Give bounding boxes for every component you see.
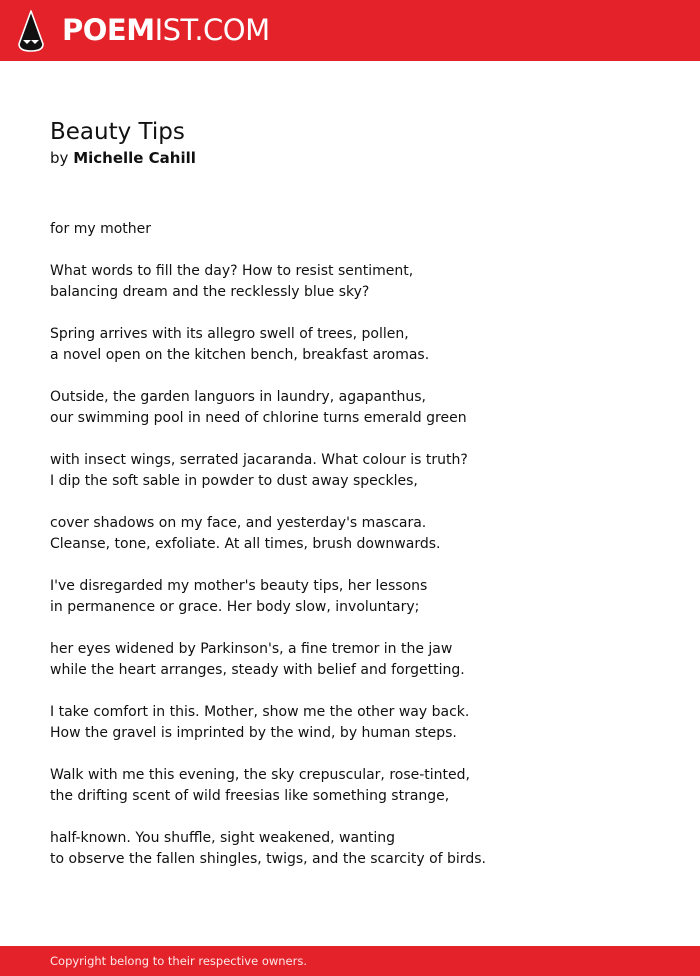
poem-line: Spring arrives with its allegro swell of trees, pollen, [50, 326, 409, 342]
poem-line: to observe the fallen shingles, twigs, and the scarcity of birds. [50, 851, 486, 867]
poem-line: with insect wings, serrated jacaranda. What colour is truth? [50, 452, 468, 468]
site-header [0, 0, 700, 61]
poem-dedication: for my mother [50, 221, 152, 237]
poem-line: What words to fill the day? How to resist sentiment, [50, 263, 414, 279]
stanza [50, 261, 670, 303]
poem-line: a novel open on the kitchen bench, breakfast aromas. [50, 347, 430, 363]
logo-light-text: IST.COM [154, 13, 270, 47]
stanza [50, 765, 670, 807]
site-logo-text [62, 12, 270, 48]
site-footer [0, 946, 700, 976]
poem-line: Walk with me this evening, the sky crepuscular, rose-tinted, [50, 767, 470, 783]
poem-title: Beauty Tips [50, 119, 185, 145]
poem-body [50, 219, 670, 870]
stanza [50, 639, 670, 681]
poem-line: Outside, the garden languors in laundry, agapanthus, [50, 389, 426, 405]
poem-line: half-known. You shuffle, sight weakened, wanting [50, 830, 396, 846]
poem-line: the drifting scent of wild freesias like something strange, [50, 788, 450, 804]
poem-byline [50, 148, 196, 169]
poem-line: I dip the soft sable in powder to dust away speckles, [50, 473, 418, 489]
poem-line: cover shadows on my face, and yesterday's mascara. [50, 515, 427, 531]
poem-line: while the heart arranges, steady with belief and forgetting. [50, 662, 465, 678]
author-name: Michelle Cahill [73, 149, 196, 167]
poem-line: I've disregarded my mother's beauty tips, her lessons [50, 578, 428, 594]
logo-bold-text: POEM [62, 13, 155, 47]
stanza [50, 702, 670, 744]
poem-line: How the gravel is imprinted by the wind, by human steps. [50, 725, 457, 741]
stanza [50, 828, 670, 870]
by-label: by [50, 149, 69, 167]
stanza [50, 576, 670, 618]
poem-line: her eyes widened by Parkinson's, a fine tremor in the jaw [50, 641, 453, 657]
poem-line: our swimming pool in need of chlorine turns emerald green [50, 410, 467, 426]
poem-line: I take comfort in this. Mother, show me the other way back. [50, 704, 470, 720]
poem-line: in permanence or grace. Her body slow, involuntary; [50, 599, 420, 615]
stanza [50, 450, 670, 492]
stanza [50, 324, 670, 366]
stanza [50, 387, 670, 429]
poem-line: balancing dream and the recklessly blue sky? [50, 284, 370, 300]
pencil-tip-icon [18, 10, 44, 52]
copyright-notice: Copyright belong to their respective owners. [50, 954, 308, 968]
stanza [50, 513, 670, 555]
poem-line: Cleanse, tone, exfoliate. At all times, brush downwards. [50, 536, 441, 552]
